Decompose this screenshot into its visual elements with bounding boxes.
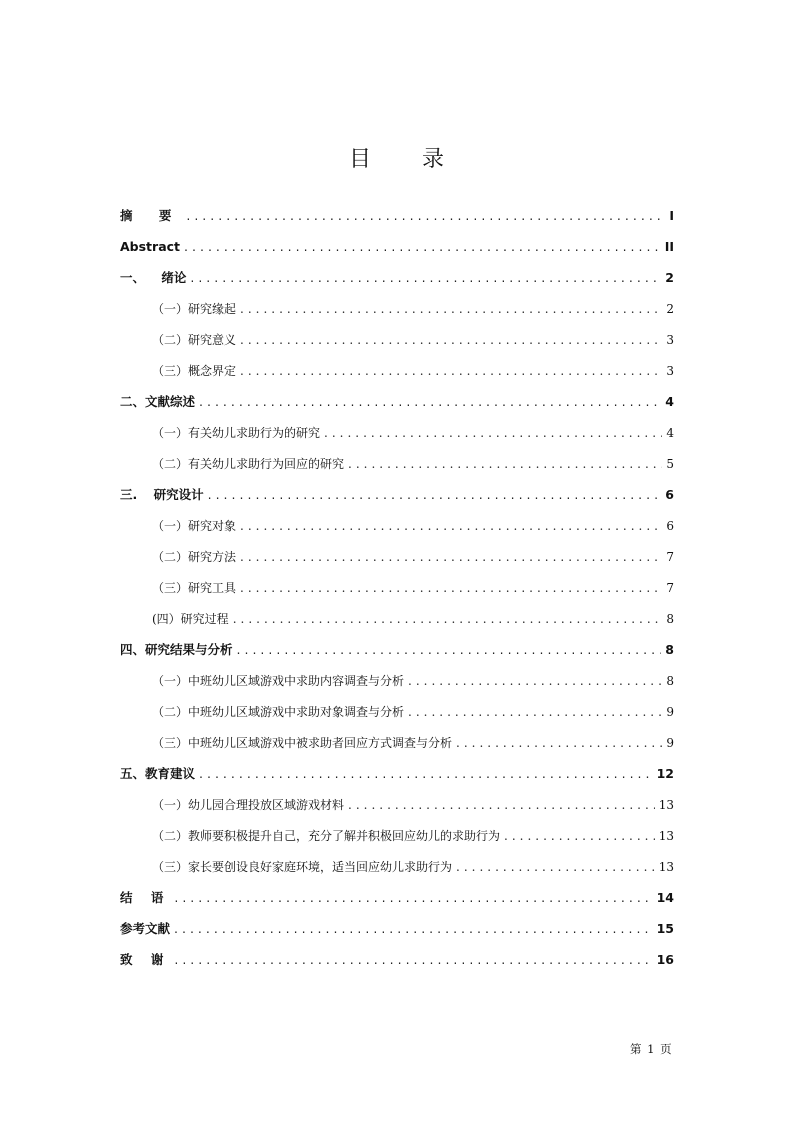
toc-entry-chapter[interactable] xyxy=(120,917,674,948)
toc-entry-title: 摘 要 xyxy=(120,208,183,223)
toc-entry-page-number: 3 xyxy=(666,333,674,347)
toc-entry-title: （一）研究对象 xyxy=(152,519,237,533)
toc-dot-leader xyxy=(240,328,662,352)
toc-dot-leader xyxy=(199,390,661,414)
toc-dot-leader xyxy=(240,514,662,538)
toc-entry-page-number: I xyxy=(669,208,674,223)
toc-entry-chapter[interactable] xyxy=(120,483,674,514)
toc-entry-title: 一、 绪论 xyxy=(120,270,187,285)
toc-entry-chapter[interactable] xyxy=(120,948,674,979)
toc-entry-section[interactable] xyxy=(120,297,674,328)
toc-entry-title: Abstract xyxy=(120,239,181,254)
toc-entry-section[interactable] xyxy=(120,514,674,545)
toc-entry-chapter[interactable] xyxy=(120,235,674,266)
toc-entry-page-number: 2 xyxy=(666,302,674,316)
table-of-contents xyxy=(120,204,674,979)
toc-entry-section[interactable] xyxy=(120,359,674,390)
toc-entry-section[interactable] xyxy=(120,855,674,886)
toc-entry-page-number: 12 xyxy=(656,766,674,781)
toc-entry-title: （三）概念界定 xyxy=(152,364,237,378)
toc-entry-page-number: 13 xyxy=(658,798,674,812)
toc-entry-title: (四）研究过程 xyxy=(152,612,229,626)
toc-entry-page-number: 4 xyxy=(666,426,674,440)
toc-entry-title: 三. 研究设计 xyxy=(120,487,204,502)
toc-entry-section[interactable] xyxy=(120,731,674,762)
toc-dot-leader xyxy=(208,483,662,507)
toc-dot-leader xyxy=(240,359,662,383)
toc-dot-leader xyxy=(199,762,653,786)
toc-entry-title: 参考文献 xyxy=(120,921,171,936)
toc-entry-title: （二）中班幼儿区域游戏中求助对象调查与分析 xyxy=(152,705,405,719)
toc-entry-section[interactable] xyxy=(120,824,674,855)
toc-dot-leader xyxy=(456,731,662,755)
toc-entry-page-number: 13 xyxy=(658,860,674,874)
toc-entry-title: （三）中班幼儿区域游戏中被求助者回应方式调查与分析 xyxy=(152,736,453,750)
toc-entry-section[interactable] xyxy=(120,576,674,607)
toc-entry-title: （二）研究方法 xyxy=(152,550,237,564)
toc-entry-page-number: II xyxy=(664,239,674,254)
toc-entry-chapter[interactable] xyxy=(120,390,674,421)
toc-entry-page-number: 9 xyxy=(666,736,674,750)
toc-dot-leader xyxy=(240,545,662,569)
toc-entry-chapter[interactable] xyxy=(120,886,674,917)
toc-entry-title: （三）研究工具 xyxy=(152,581,237,595)
toc-entry-title: （二）研究意义 xyxy=(152,333,237,347)
toc-entry-title: 二、文献综述 xyxy=(120,394,196,409)
toc-entry-title: （一）研究缘起 xyxy=(152,302,237,316)
toc-entry-page-number: 8 xyxy=(666,612,674,626)
toc-entry-section[interactable] xyxy=(120,421,674,452)
page-title: 目 录 xyxy=(349,147,466,172)
toc-dot-leader xyxy=(174,886,652,910)
toc-entry-page-number: 13 xyxy=(658,829,674,843)
toc-entry-title: （三）家长要创设良好家庭环境，适当回应幼儿求助行为 xyxy=(152,860,453,874)
toc-dot-leader xyxy=(240,297,662,321)
toc-dot-leader xyxy=(348,452,662,476)
toc-dot-leader xyxy=(408,700,662,724)
toc-entry-chapter[interactable] xyxy=(120,266,674,297)
toc-entry-page-number: 7 xyxy=(666,550,674,564)
toc-entry-page-number: 9 xyxy=(666,705,674,719)
toc-entry-page-number: 8 xyxy=(665,642,674,657)
toc-entry-page-number: 14 xyxy=(656,890,674,905)
toc-entry-title: （一）幼儿园合理投放区域游戏材料 xyxy=(152,798,345,812)
toc-entry-chapter[interactable] xyxy=(120,762,674,793)
toc-dot-leader xyxy=(190,266,661,290)
toc-dot-leader xyxy=(233,607,662,631)
toc-entry-page-number: 6 xyxy=(665,487,674,502)
toc-entry-page-number: 8 xyxy=(666,674,674,688)
toc-entry-page-number: 4 xyxy=(665,394,674,409)
toc-entry-section[interactable] xyxy=(120,700,674,731)
toc-dot-leader xyxy=(456,855,655,879)
toc-dot-leader xyxy=(186,204,662,228)
toc-entry-title: 四、研究结果与分析 xyxy=(120,642,233,657)
toc-dot-leader xyxy=(348,793,655,817)
toc-entry-section[interactable] xyxy=(120,328,674,359)
toc-dot-leader xyxy=(324,421,662,445)
toc-entry-title: （一）中班幼儿区域游戏中求助内容调查与分析 xyxy=(152,674,405,688)
toc-entry-page-number: 3 xyxy=(666,364,674,378)
toc-dot-leader xyxy=(184,235,661,259)
toc-entry-page-number: 15 xyxy=(656,921,674,936)
toc-entry-page-number: 2 xyxy=(665,270,674,285)
toc-entry-title: 五、教育建议 xyxy=(120,766,196,781)
toc-dot-leader xyxy=(408,669,662,693)
toc-entry-section[interactable] xyxy=(120,607,674,638)
toc-entry-section[interactable] xyxy=(120,452,674,483)
toc-entry-title: （二）有关幼儿求助行为回应的研究 xyxy=(152,457,345,471)
toc-entry-title: （二）教师要积极提升自己，充分了解并积极回应幼儿的求助行为 xyxy=(152,829,501,843)
toc-dot-leader xyxy=(174,917,653,941)
toc-entry-section[interactable] xyxy=(120,545,674,576)
toc-entry-page-number: 16 xyxy=(656,952,674,967)
toc-entry-page-number: 6 xyxy=(666,519,674,533)
toc-entry-section[interactable] xyxy=(120,669,674,700)
toc-dot-leader xyxy=(174,948,652,972)
toc-dot-leader xyxy=(504,824,655,848)
toc-entry-page-number: 7 xyxy=(666,581,674,595)
toc-entry-title: （一）有关幼儿求助行为的研究 xyxy=(152,426,321,440)
toc-dot-leader xyxy=(240,576,662,600)
toc-entry-page-number: 5 xyxy=(666,457,674,471)
toc-entry-chapter[interactable] xyxy=(120,638,674,669)
page-number-footer: 第 1 页 xyxy=(630,1042,672,1056)
toc-dot-leader xyxy=(237,638,662,662)
toc-entry-section[interactable] xyxy=(120,793,674,824)
toc-entry-title: 结 语 xyxy=(120,890,171,905)
toc-entry-chapter[interactable] xyxy=(120,204,674,235)
toc-entry-title: 致 谢 xyxy=(120,952,171,967)
